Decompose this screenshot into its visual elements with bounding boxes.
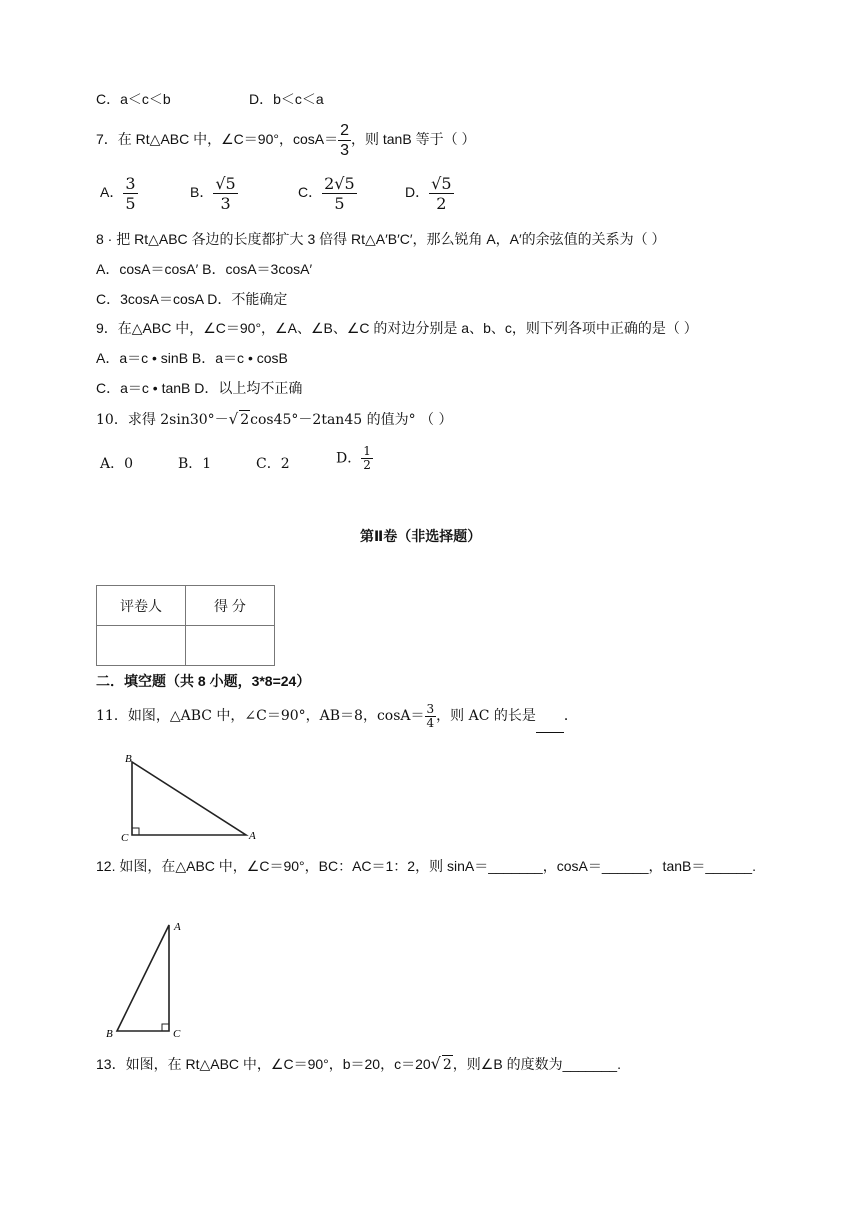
q10-sqrt-value: 2 bbox=[240, 412, 250, 428]
q6-option-c: C．a＜c＜b bbox=[96, 91, 171, 107]
q7-c-den: 5 bbox=[322, 193, 357, 213]
q7-option-a-label: A． bbox=[100, 184, 124, 201]
q13-stem-end: ，则∠B 的度数为_______. bbox=[452, 1056, 621, 1072]
q7-option-b-label: B． bbox=[190, 184, 214, 201]
q10-option-d-label: D． bbox=[336, 450, 362, 467]
q7-stem-start: 7．在 Rt△ABC 中，∠C＝90°，cosA＝ bbox=[96, 131, 339, 147]
q7-d-den: 2 bbox=[429, 193, 453, 213]
question-8-stem: 8 · 把 Rt△ABC 各边的长度都扩大 3 倍得 Rt△A′B′C′，那么锐角 A，A′的余弦值的关系为（ ） bbox=[96, 231, 666, 247]
question-13 bbox=[96, 1055, 621, 1074]
q7-a-den: 5 bbox=[125, 194, 136, 213]
q7-b-num: √5 bbox=[215, 174, 236, 193]
q13-stem-start: 13．如图，在 Rt△ABC 中，∠C＝90°，b＝20，c＝20 bbox=[96, 1056, 431, 1072]
q7-stem-end: ，则 tanB 等于（ ） bbox=[350, 131, 476, 147]
question-8-options-cd: C．3cosA＝cosA D．不能确定 bbox=[96, 291, 288, 307]
q10-d-num: 1 bbox=[363, 444, 371, 458]
q7-d-num: √5 bbox=[431, 174, 452, 193]
q11-label-b: B bbox=[125, 753, 132, 765]
q10-stem-start: 10．求得 2sin30°－ bbox=[96, 412, 229, 428]
q12-label-b: B bbox=[106, 1028, 113, 1040]
q7-option-d-label: D． bbox=[405, 184, 430, 201]
q10-d-den: 2 bbox=[363, 458, 371, 472]
q11-fraction-num: 3 bbox=[426, 701, 435, 716]
q10-sqrt-sign: √ bbox=[228, 410, 239, 428]
q12-label-c: C bbox=[173, 1028, 181, 1040]
q11-label-a: A bbox=[249, 830, 256, 842]
q10-stem-end: cos45°－2tan45 的值为° （ ） bbox=[250, 412, 453, 428]
q7-a-num: 3 bbox=[125, 174, 136, 193]
q6-option-d: D．b＜c＜a bbox=[249, 91, 324, 107]
q12-right-angle-mark bbox=[162, 1024, 169, 1031]
section-title: 第Ⅱ卷（非选择题） bbox=[360, 528, 482, 544]
question-8-options-ab: A．cosA＝cosA′ B．cosA＝3cosA′ bbox=[96, 261, 313, 277]
q7-fraction-num: 2 bbox=[340, 121, 349, 139]
q11-fraction-den: 4 bbox=[426, 715, 435, 730]
q13-sqrt-sign: √ bbox=[430, 1054, 441, 1073]
q11-stem-end: ． bbox=[563, 708, 578, 724]
question-9-options-ab: A．a＝c • sinB B．a＝c • cosB bbox=[96, 350, 288, 366]
grader-header: 评卷人 bbox=[97, 586, 186, 626]
q11-stem-mid: ，则 AC 的长是 bbox=[436, 708, 536, 724]
q7-c-num: 2√5 bbox=[324, 174, 355, 193]
q7-fraction-den: 3 bbox=[340, 141, 349, 159]
q10-option-c: C．2 bbox=[256, 456, 290, 472]
q10-option-a: A．0 bbox=[100, 456, 134, 472]
q13-sqrt-value: 2 bbox=[442, 1057, 452, 1073]
q12-label-a: A bbox=[174, 921, 181, 933]
q7-option-c-label: C． bbox=[298, 184, 323, 201]
q11-stem-start: 11．如图，△ABC 中，∠C＝90°，AB＝8，cosA＝ bbox=[96, 708, 425, 724]
question-9-stem: 9．在△ABC 中，∠C＝90°，∠A、∠B、∠C 的对边分别是 a、b、c，则下列各项中正确的是（ ） bbox=[96, 320, 698, 336]
q10-option-b: B．1 bbox=[178, 456, 212, 472]
score-header: 得 分 bbox=[186, 586, 275, 626]
q11-label-c: C bbox=[121, 832, 129, 844]
q7-b-den: 3 bbox=[213, 193, 237, 213]
question-9-options-cd: C．a＝c • tanB D．以上均不正确 bbox=[96, 380, 303, 396]
q12-triangle bbox=[117, 925, 169, 1031]
question-12: 12. 如图，在△ABC 中，∠C＝90°，BC：AC＝1：2，则 sinA＝_______，cosA＝______，tanB＝______. bbox=[96, 858, 756, 874]
part2-title: 二．填空题（共 8 小题，3*8=24） bbox=[96, 673, 311, 689]
